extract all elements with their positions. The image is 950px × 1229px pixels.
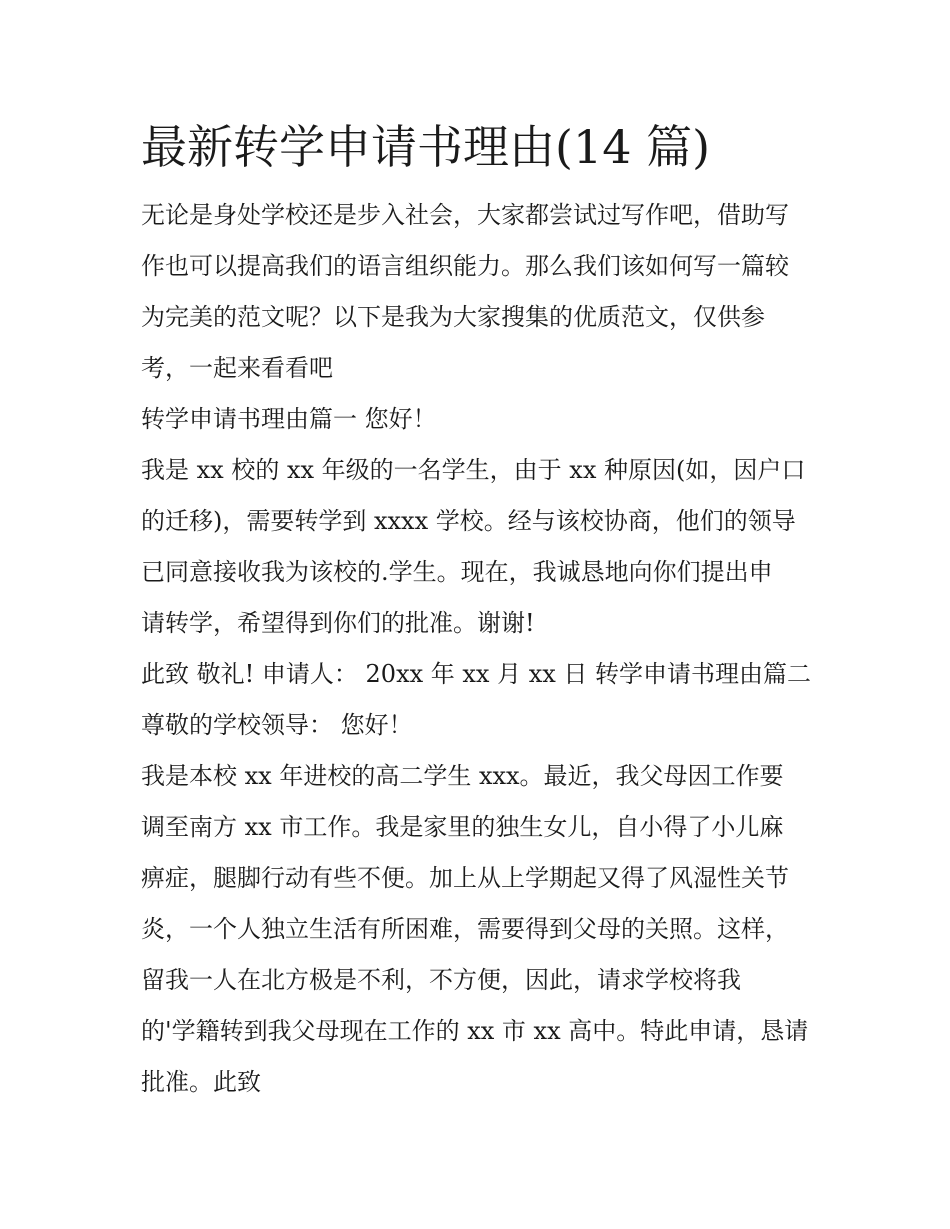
text-line: 我是 xx 校的 xx 年级的一名学生，由于 xx 种原因(如，因户口 <box>141 456 806 484</box>
intro-paragraph <box>141 190 821 394</box>
text-line: 转学申请书理由篇一 您好！ <box>141 405 437 433</box>
text-line: 炎，一个人独立生活有所困难，需要得到父母的关照。这样， <box>141 915 789 943</box>
text-line: 为完美的范文呢？以下是我为大家搜集的优质范文，仅供参 <box>141 303 765 331</box>
text-line: 的'学籍转到我父母现在工作的 xx 市 xx 高中。特此申请，恳请 <box>141 1017 809 1045</box>
text-line: 无论是身处学校还是步入社会，大家都尝试过写作吧，借助写 <box>141 201 789 229</box>
text-line: 考，一起来看看吧 <box>141 354 333 382</box>
text-line: 作也可以提高我们的语言组织能力。那么我们该如何写一篇较 <box>141 252 789 280</box>
closing-and-section-two-heading <box>141 649 821 751</box>
section-one-body <box>141 445 821 649</box>
text-line: 尊敬的学校领导： 您好！ <box>141 711 413 739</box>
text-line: 批准。此致 <box>141 1068 261 1096</box>
document-title: 最新转学申请书理由(14 篇) <box>141 120 711 174</box>
text-line: 已同意接收我为该校的.学生。现在，我诚恳地向你们提出申 <box>141 558 773 586</box>
text-line: 痹症，腿脚行动有些不便。加上从上学期起又得了风湿性关节 <box>141 864 789 892</box>
text-line: 的迁移)，需要转学到 xxxx 学校。经与该校协商，他们的领导 <box>141 507 796 535</box>
document-page <box>141 112 821 1108</box>
text-line: 请转学，希望得到你们的批准。谢谢! <box>141 609 535 637</box>
text-line: 留我一人在北方极是不利，不方便，因此，请求学校将我 <box>141 966 741 994</box>
text-line: 调至南方 xx 市工作。我是家里的独生女儿，自小得了小儿麻 <box>141 813 784 841</box>
section-two-body <box>141 751 821 1108</box>
text-line: 我是本校 xx 年进校的高二学生 xxx。最近，我父母因工作要 <box>141 762 784 790</box>
section-one-heading <box>141 394 821 445</box>
text-line: 此致 敬礼! 申请人： 20xx 年 xx 月 xx 日 转学申请书理由篇二 <box>141 660 812 688</box>
